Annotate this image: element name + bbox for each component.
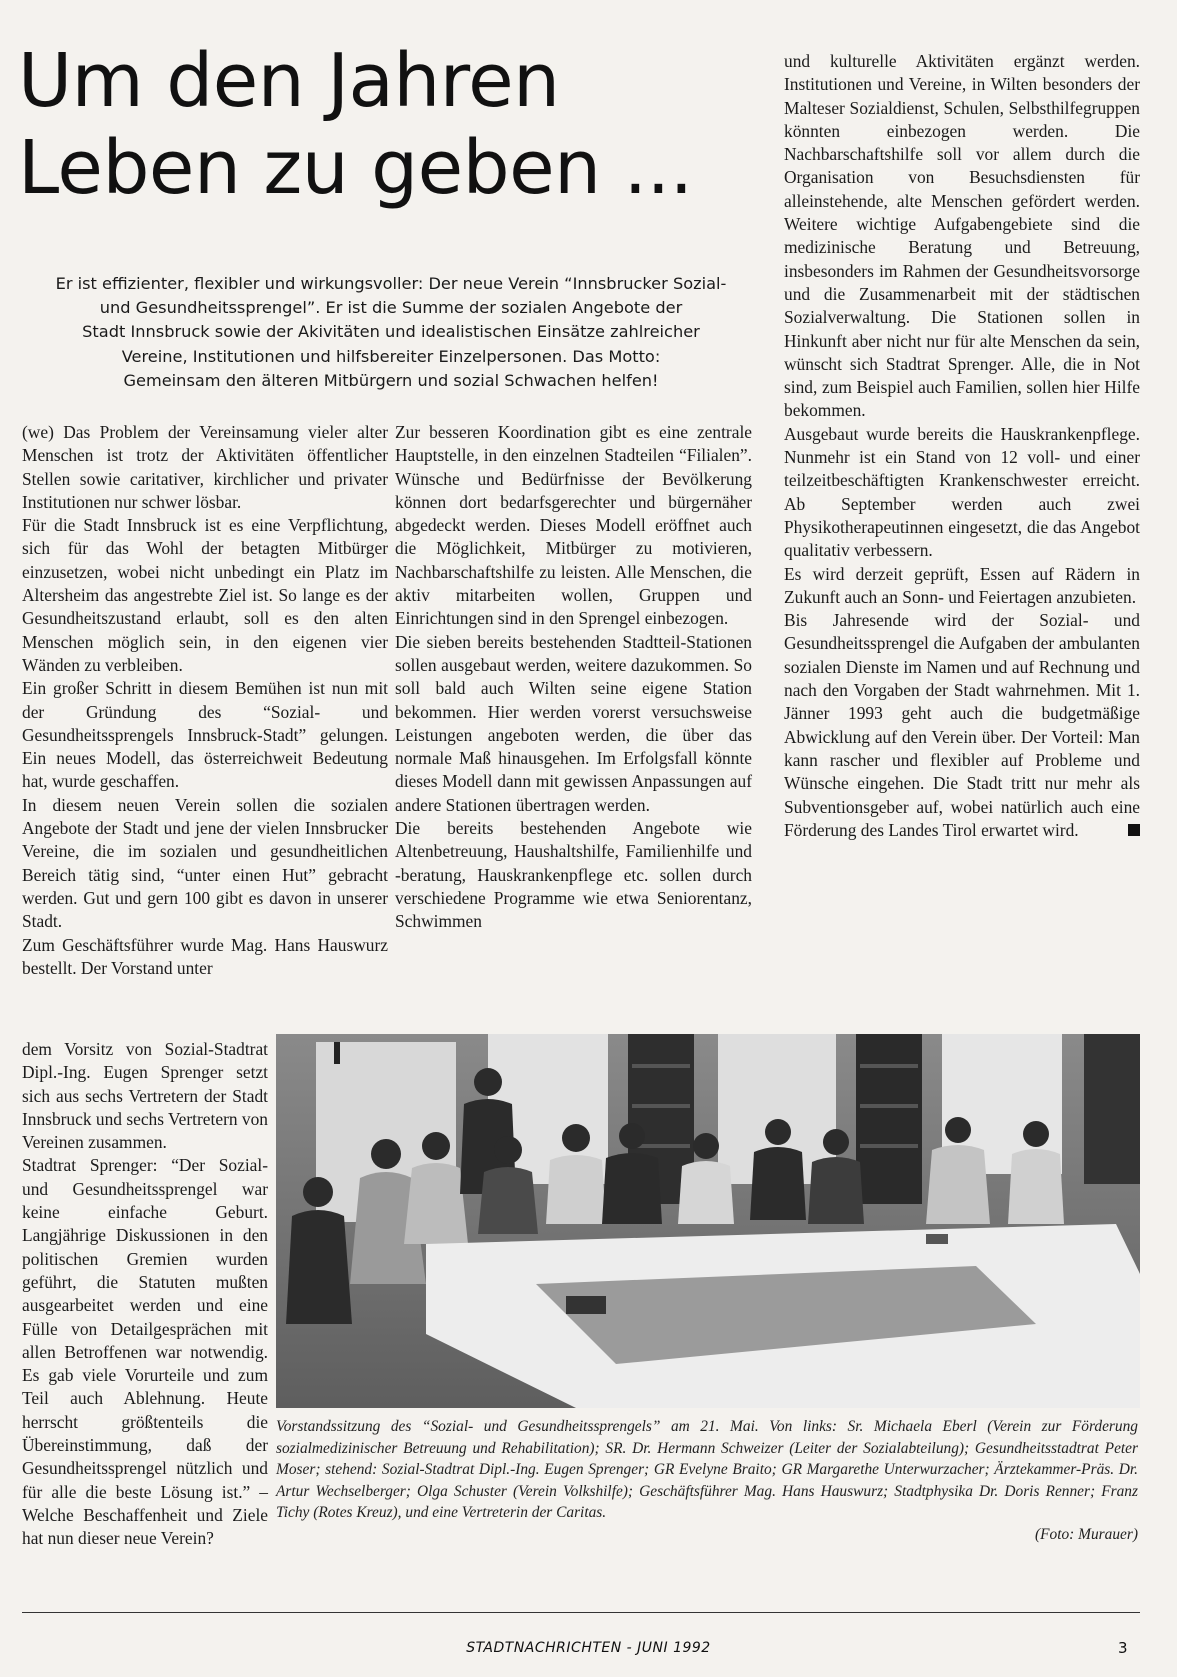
meeting-photo-illustration bbox=[276, 1034, 1140, 1408]
meeting-photo bbox=[276, 1034, 1140, 1408]
lead-line: Vereine, Institutionen und hilfsbereiter Einzelpersonen. Das Motto: bbox=[121, 346, 661, 366]
paragraph: Die sieben bereits bestehenden Stadtteil-Stationen sollen ausgebaut werden, weitere dazukommen. So soll bald auch Wilten seine eigene Station bekommen. Hier werden vorerst versuchsweise Leistungen angeboten werden, die über das normale Maß hinausgehen. Im Erfolgsfall könnte dieses Modell dann mit gewissen Anpassungen auf andere Stationen übertragen werden. bbox=[395, 631, 752, 815]
footer-publication: STADTNACHRICHTEN - JUNI 1992 bbox=[466, 1640, 711, 1656]
lead-line: Gemeinsam den älteren Mitbürgern und sozial Schwachen helfen! bbox=[123, 370, 659, 390]
paragraph: (we) Das Problem der Vereinsamung vieler alter Menschen ist trotz der Aktivitäten öffentlicher Stellen sowie caritativer, kirchlicher und privater Institutionen nur schwer lösbar. bbox=[22, 422, 388, 512]
page-number: 3 bbox=[1118, 1639, 1128, 1657]
paragraph: Für die Stadt Innsbruck ist es eine Verpflichtung, sich für das Wohl der betagten Mitbürger einzusetzen, wobei nicht unbedingt ein Platz im Altersheim das angestrebte Ziel ist. So lange es der Gesundheitszustand erlaubt, soll es den alten Menschen möglich sein, in den eigenen vier Wänden zu verbleiben. bbox=[22, 515, 388, 675]
lead-line: Stadt Innsbruck sowie der Akivitäten und idealistischen Einsätze zahlreicher bbox=[82, 322, 700, 342]
paragraph: dem Vorsitz von Sozial-Stadtrat Dipl.-Ing. Eugen Sprenger setzt sich aus sechs Vertretern der Stadt Innsbruck und sechs Vertretern von Vereinen zusammen. bbox=[22, 1039, 268, 1153]
paragraph: Ausgebaut wurde bereits die Hauskrankenpflege. Nunmehr ist ein Stand von 12 voll- und einer teilzeitbeschäftigten Krankenschwester erreicht. Ab September werden auch zwei Physikotherapeutinnen eingesetzt, die das Angebot qualitativ verbessern. bbox=[784, 423, 1140, 561]
body-column-2 bbox=[395, 421, 752, 934]
body-column-3 bbox=[784, 50, 1140, 842]
photo-caption bbox=[276, 1416, 1138, 1546]
body-column-1 bbox=[22, 421, 388, 980]
photo-credit: (Foto: Murauer) bbox=[1034, 1525, 1138, 1543]
headline-line-1: Um den Jahren bbox=[18, 38, 560, 124]
paragraph: Zum Geschäftsführer wurde Mag. Hans Hauswurz bestellt. Der Vorstand unter bbox=[22, 934, 388, 978]
headline bbox=[18, 38, 758, 212]
paragraph: Es wird derzeit geprüft, Essen auf Rädern in Zukunft auch an Sonn- und Feiertagen anzubieten. bbox=[784, 563, 1140, 607]
paragraph: Zur besseren Koordination gibt es eine zentrale Hauptstelle, in den einzelnen Stadteilen “Filialen”. Wünsche und Bedürfnisse der Bevölkerung können dort bedarfsgerechter und bürgernäher abgedeckt werden. Dieses Modell eröffnet auch die Möglichkeit, Mitbürger zu motivieren, Nachbarschaftshilfe zu leisten. Alle Menschen, die aktiv mitarbeiten wollen, Gruppen und Einrichtungen sind in den Sprengel einbezogen. bbox=[395, 422, 752, 629]
lead-paragraph bbox=[22, 272, 760, 393]
body-column-1-continued bbox=[22, 1038, 268, 1551]
headline-line-2: Leben zu geben ... bbox=[18, 125, 693, 211]
footer-divider bbox=[22, 1612, 1140, 1613]
paragraph: Stadtrat Sprenger: “Der Sozial- und Gesundheitssprengel war keine einfache Geburt. Langjährige Diskussionen in den politischen Gremien wurden geführt, die Statuten mußten ausgearbeitet werden und eine Fülle von Detailgesprächen mit allen Betroffenen war notwendig. Es gab viele Vorurteile und zum Teil auch Ablehnung. Heute herrscht größtenteils die Übereinstimmung, daß der Gesundheitssprengel nützlich und für alle die beste Lösung ist.” – Welche Beschaffenheit und Ziele hat nun dieser neue Verein? bbox=[22, 1155, 268, 1549]
paragraph bbox=[784, 609, 1140, 842]
paragraph: In diesem neuen Verein sollen die sozialen Angebote der Stadt und jene der vielen Innsbrucker Vereine, die im sozialen und gesundheitlichen Bereich tätig sind, “unter einen Hut” gebracht werden. Gut und gern 100 gibt es davon in unserer Stadt. bbox=[22, 794, 388, 932]
caption-text: Vorstandssitzung des “Sozial- und Gesundheitssprengels” am 21. Mai. Von links: Sr. Michaela Eberl (Verein zur Förderung sozialmedizinischer Betreuung und Rehabilitation); SR. Dr. Hermann Schweizer (Leiter der Sozialabteilung); Gesundheitsstadtrat Peter Moser; stehend: Sozial-Stadtrat Dipl.-Ing. Eugen Sprenger; GR Evelyne Braito; GR Margarethe Unterwurzacher; Ärztekammer-Präs. Dr. Artur Wechselberger; Olga Schuster (Verein Volkshilfe); Geschäftsführer Mag. Hans Hauswurz; Stadtphysika Dr. Doris Renner; Franz Tichy (Rotes Kreuz), und eine Vertreterin der Caritas. bbox=[276, 1418, 1138, 1522]
paragraph: Die bereits bestehenden Angebote wie Altenbetreuung, Haushaltshilfe, Familienhilfe und -beratung, Hauskrankenpflege etc. sollen durch verschiedene Programme wie etwa Seniorentanz, Schwimmen bbox=[395, 818, 752, 932]
end-of-article-mark bbox=[1128, 824, 1140, 836]
paragraph: und kulturelle Aktivitäten ergänzt werden. Institutionen und Vereine, in Wilten besonders der Malteser Sozialdienst, Schulen, Selbsthilfegruppen könnten einbezogen werden. Die Nachbarschaftshilfe soll vor allem durch die Organisation von Besuchsdiensten für alleinstehende, alte Menschen gefördert werden. Weitere wichtige Aufgabengebiete sind die medizinische Beratung und Betreuung, insbesonders im Rahmen der Gesundheitsvorsorge und die Zusammenarbeit mit der städtischen Sozialverwaltung. Die Stationen sollen in Hinkunft aber nicht nur für alte Menschen da sein, wünscht sich Stadtrat Sprenger. Alle, die in Not sind, zum Beispiel auch Familien, sollen hier Hilfe bekommen. bbox=[784, 51, 1140, 421]
lead-line: und Gesundheitssprengel”. Er ist die Summe der sozialen Angebote der bbox=[99, 298, 683, 318]
lead-line: Er ist effizienter, flexibler und wirkungsvoller: Der neue Verein “Innsbrucker Sozial- bbox=[55, 274, 727, 293]
paragraph: Ein großer Schritt in diesem Bemühen ist nun mit der Gründung des “Sozial- und Gesundheitssprengels Innsbruck-Stadt” gelungen. Ein neues Modell, das österreichweit Bedeutung hat, wurde geschaffen. bbox=[22, 678, 388, 792]
paragraph-text: Bis Jahresende wird der Sozial- und Gesundheitssprengel die Aufgaben der ambulanten sozialen Dienste im Namen und auf Rechnung und nach den Vorgaben der Stadt wahrnehmen. Mit 1. Jänner 1993 geht auch die budgetmäßige Abwicklung auf den Verein über. Der Vorteil: Man kann rascher und flexibler auf Probleme und Wünsche eingehen. Die Stadt tritt nur mehr als Subventionsgeber auf, wobei natürlich auch eine Förderung des Landes Tirol erwartet wird. bbox=[784, 610, 1140, 840]
